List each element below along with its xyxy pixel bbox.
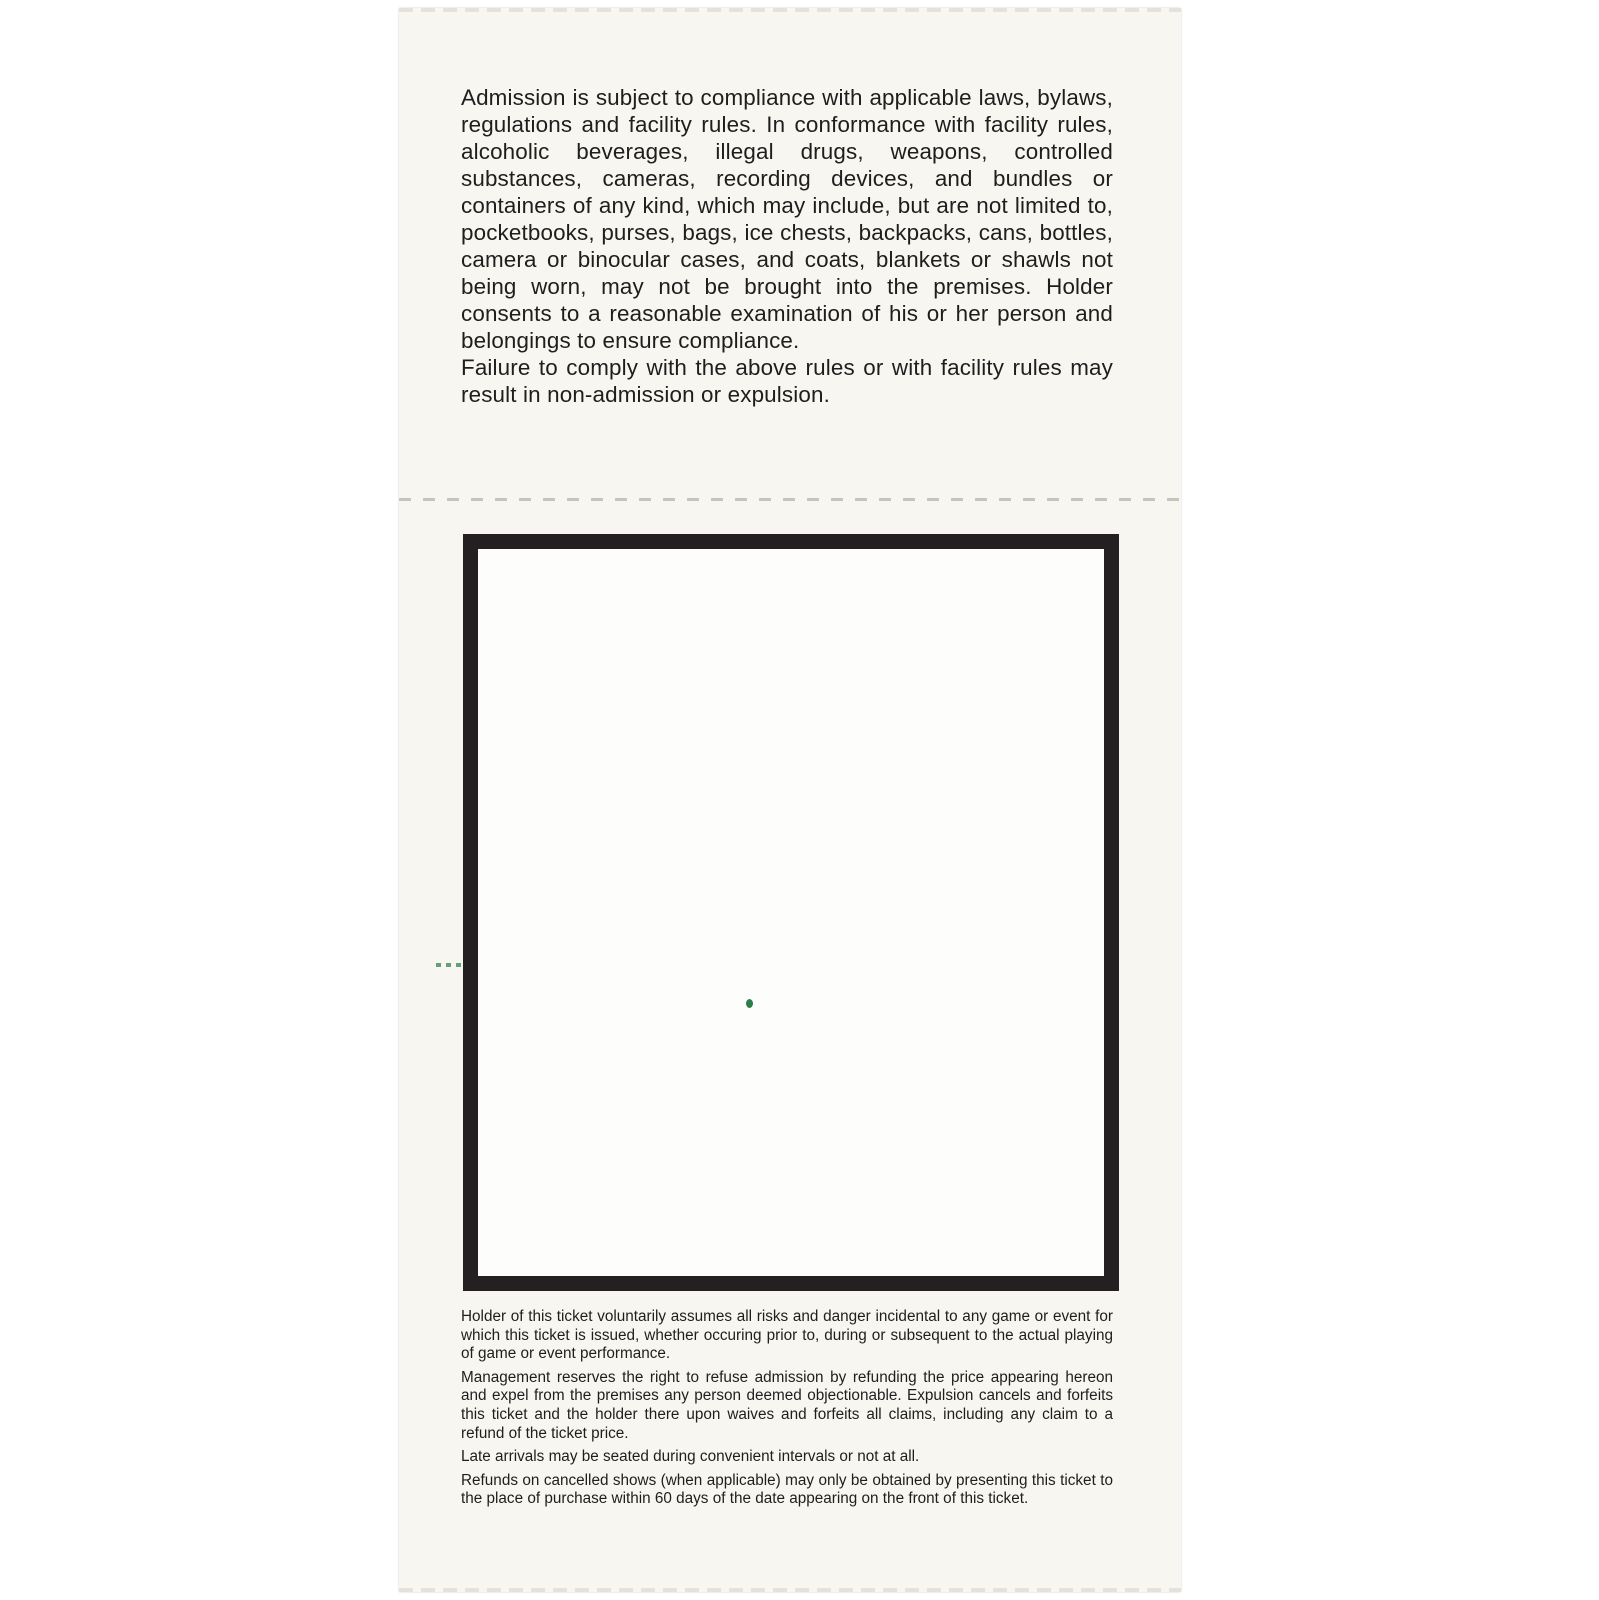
fine-print — [461, 1308, 1113, 1514]
blank-bordered-box — [463, 534, 1119, 1291]
ticket-back — [399, 8, 1181, 1592]
green-ink-dot — [746, 999, 753, 1008]
fine-print-management: Management reserves the right to refuse admission by refunding the price appearing hereon and expel from the premises any person deemed objectionable. Expulsion cancels and forfeits this ticket and the holder there upon waives and forfeits all claims, including any claim to a refund of the ticket price. — [461, 1368, 1113, 1442]
ticket-bottom-edge — [399, 1588, 1181, 1592]
fine-print-risk: Holder of this ticket voluntarily assumes all risks and danger incidental to any game or event for which this ticket is issued, whether occuring prior to, during or subsequent to the actual playing of game or event performance. — [461, 1308, 1113, 1363]
admission-rules-paragraph-1: Admission is subject to compliance with applicable laws, bylaws, regulations and facility rules. In conformance with facility rules, alcoholic beverages, illegal drugs, weapons, controlled substances, cameras, recording devices, and bundles or containers of any kind, which may include, but are not limited to, pocketbooks, purses, bags, ice chests, backpacks, cans, bottles, camera or binocular cases, and coats, blankets or shawls not being worn, may not be brought into the premises. Holder consents to a reasonable examination of his or her person and belongings to ensure compliance. — [461, 85, 1113, 353]
ticket-top-edge — [399, 8, 1181, 12]
perforation-line — [399, 498, 1181, 501]
fine-print-refunds: Refunds on cancelled shows (when applicable) may only be obtained by presenting this ticket to the place of purchase within 60 days of the date appearing on the front of this ticket. — [461, 1471, 1113, 1508]
admission-rules-paragraph-2: Failure to comply with the above rules or with facility rules may result in non-admission or expulsion. — [461, 355, 1113, 407]
admission-rules — [461, 84, 1113, 408]
fine-print-late-arrivals: Late arrivals may be seated during convenient intervals or not at all. — [461, 1448, 920, 1466]
